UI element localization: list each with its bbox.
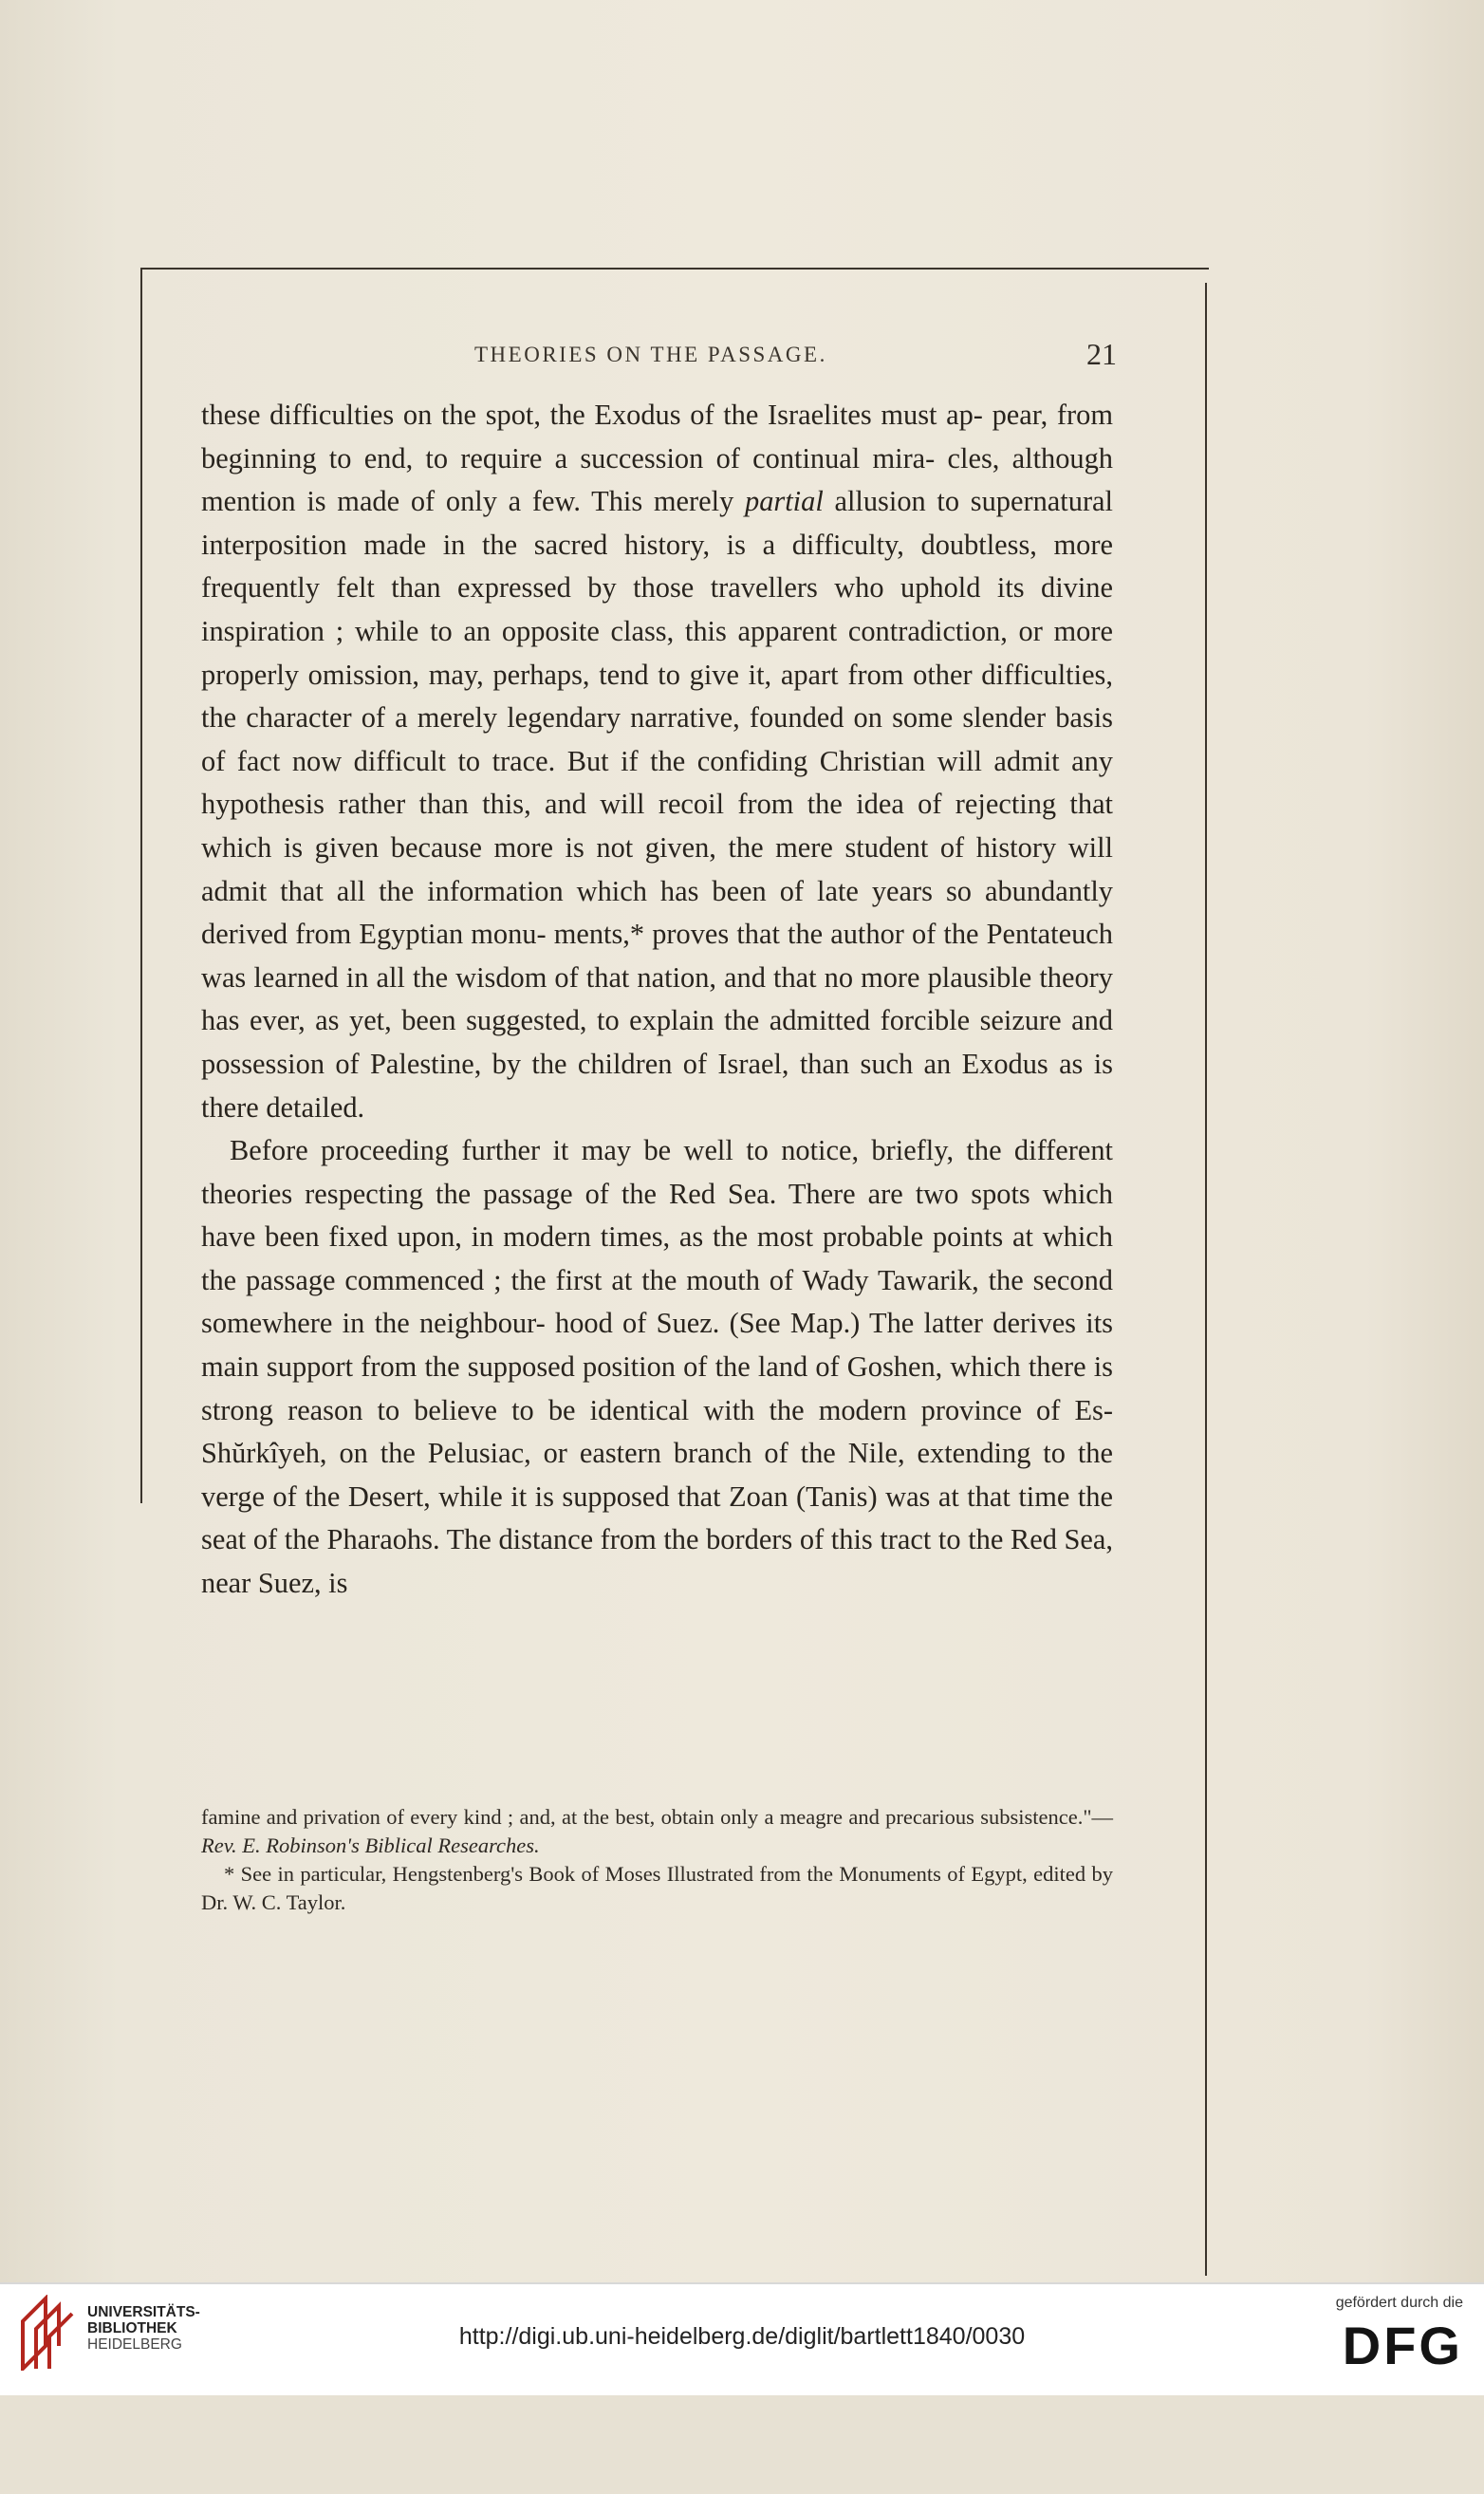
paragraph-1-text-b: allusion to supernatural interposition made in the sacred history, is a difficulty, doubtless, more frequently felt than expressed by those travellers who uphold its divine inspiration ; while to an opposite class, this apparent contradiction, or more properly omission, may, perhaps, tend to give it, apart from other difficulties, the character of a merely legendary narrative, founded on some slender basis of fact now difficult to trace. But if the confiding Christian will admit any hypothesis rather than this, and will recoil from the idea of rejecting that which is given because more is not given, the mere student of history will admit that all the information which has been of late years so abundantly derived from Egyptian monu- ments,* proves that the author of the Pentateuch was learned in all the wisdom of that nation, and that no more plausible theory has ever, as yet, been suggested, to explain the admitted forcible seizure and possession of Palestine, by the children of Israel, than such an Exodus as is there detailed. — [201, 485, 1113, 1124]
main-text — [201, 394, 1113, 1606]
paragraph-2: Before proceeding further it may be well to notice, briefly, the different theories respecting the passage of the Red Sea. There are two spots which have been fixed upon, in modern times, as the most probable points at which the passage commenced ; the first at the mouth of Wady Tawarik, the second somewhere in the neighbour- hood of Suez. (See Map.) The latter derives its main support from the supposed position of the land of Goshen, which there is strong reason to believe to be identical with the modern province of Es-Shŭrkîyeh, on the Pelusiac, or eastern branch of the Nile, extending to the verge of the Desert, while it is supposed that Zoan (Tanis) was at that time the seat of the Pharaohs. The distance from the borders of this tract to the Red Sea, near Suez, is — [201, 1134, 1113, 1600]
footnote-continuation — [201, 1803, 1113, 1860]
frame-left-line — [140, 268, 142, 1503]
library-name-line-2: BIBLIOTHEK — [87, 2320, 177, 2336]
library-name-line-1: UNIVERSITÄTS- — [87, 2304, 200, 2320]
page-frame-right-edge — [1205, 283, 1207, 2276]
footnote-asterisk: * See in particular, Hengstenberg's Book of Moses Illustrated from the Monuments of Egypt, edited by Dr. W. C. Taylor. — [201, 1862, 1113, 1914]
footnote-1-citation: Rev. E. Robinson's Biblical Researches. — [201, 1833, 540, 1857]
footnotes — [201, 1803, 1113, 1917]
running-head — [190, 337, 1129, 375]
page-number: 21 — [1086, 337, 1117, 371]
source-url-link[interactable]: http://digi.ub.uni-heidelberg.de/diglit/bartlett1840/0030 — [458, 2323, 1026, 2350]
running-head-title: THEORIES ON THE PASSAGE. — [474, 343, 827, 366]
library-name-line-3: HEIDELBERG — [87, 2336, 182, 2353]
paragraph-1 — [201, 394, 1113, 1129]
dfg-logo: DFG — [1342, 2316, 1463, 2375]
footnote-1-text: famine and privation of every kind ; and, at the best, obtain only a meagre and precarious subsistence."— — [201, 1805, 1113, 1829]
paragraph-1-text-a: these difficulties on the spot, the Exodus of the Israelites must ap- pear, from beginning to end, to require a succession of continual mira- cles, although mention is made of only a few. This merely — [201, 399, 1113, 518]
frame-top-line — [140, 268, 1209, 270]
paragraph-1-italic: partial — [745, 485, 824, 518]
funder-text: gefördert durch die — [1335, 2295, 1463, 2311]
